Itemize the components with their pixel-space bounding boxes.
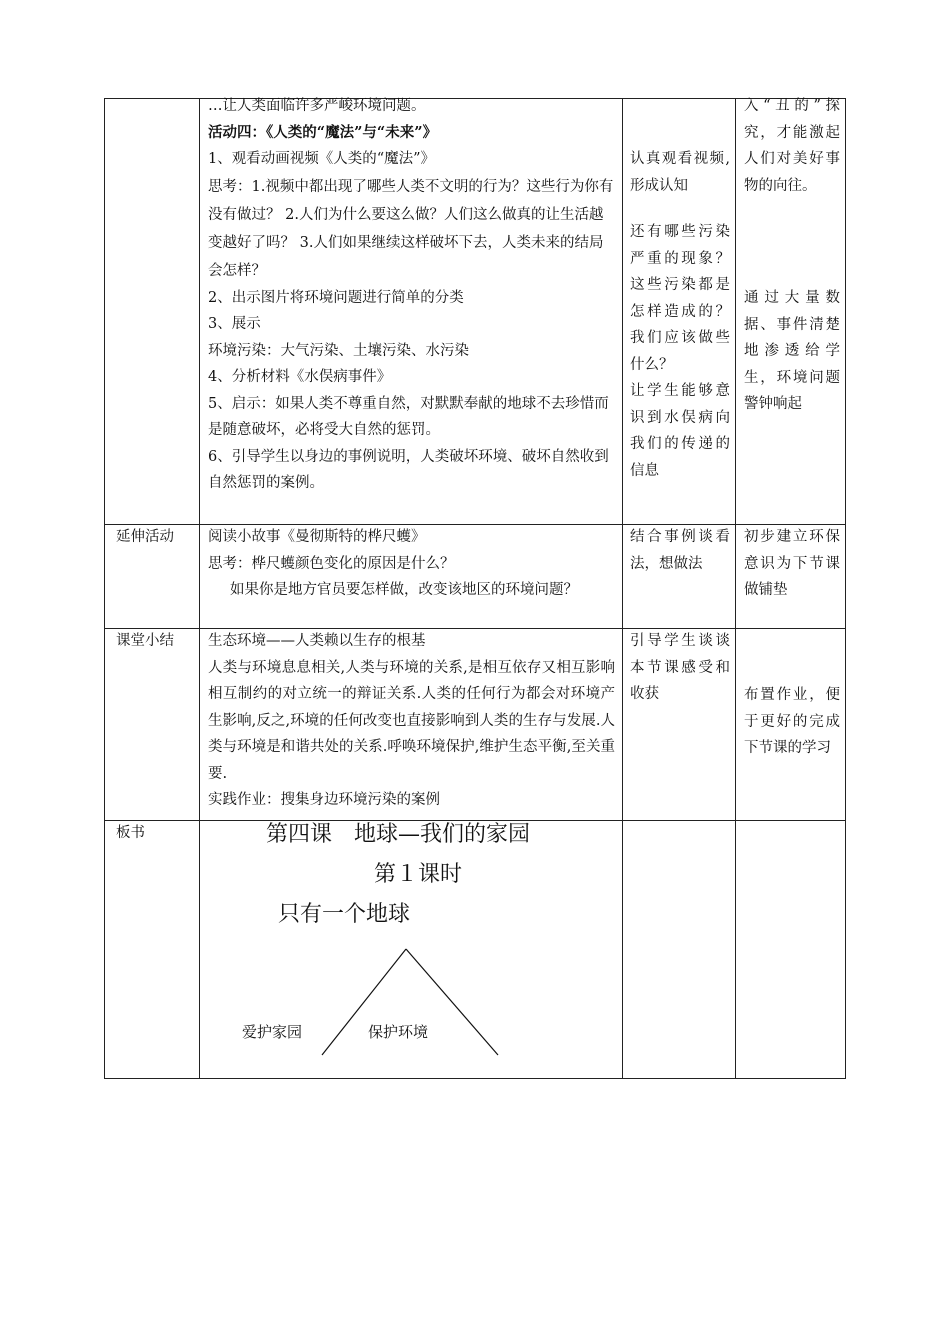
activity-text: 环境污染：大气污染、土壤污染、水污染 [208, 342, 469, 359]
column-divider [104, 98, 105, 1079]
student-activity-text: 让学生能够意识到水俣病向我们的传递的信息 [630, 383, 730, 479]
student-activity-text: 认真观看视频,形成认知 [630, 151, 730, 194]
row3-label: 课堂小结 [116, 633, 174, 649]
activity-text: 6、引导学生以身边的事例说明，人类破坏环境、破坏自然收到自然惩罚的案例。 [208, 448, 609, 491]
student-activity-text: 引导学生谈谈本节课感受和收获 [630, 633, 730, 702]
summary-text: 生态环境——人类赖以生存的根基 [208, 633, 426, 649]
student-activity-text: 还有哪些污染严重的现象？这些污染都是怎样造成的？我们应该做些什么？ [630, 224, 730, 373]
summary-text: 人类与环境息息相关,人类与环境的关系,是相互依存又相互影响相互制约的对立统一的辩证关系.人类的任何行为都会对环境产生影响,反之,环境的任何改变也直接影响到人类的生存与发展.人类与环境是和谐共处的关系.呼唤环境保护,维护生态平衡,至关重要. [208, 659, 615, 782]
row3-student-cell [630, 628, 730, 708]
activity-text: 思考：桦尺蠖颜色变化的原因是什么？ [208, 555, 455, 572]
board-heading: 只有一个地球 [278, 902, 411, 927]
activity-text: 2、出示图片将环境问题进行简单的分类 [208, 289, 464, 306]
row3-summary-cell [208, 628, 615, 814]
activity-text: 5、启示：如果人类不尊重自然，对默默奉献的地球不去珍惜而是随意破坏，必将受大自然的惩罚。 [208, 395, 609, 438]
column-divider [845, 98, 846, 1079]
activity-text: 3、展示 [208, 316, 261, 332]
column-divider [622, 98, 623, 1079]
row2-intent-cell [744, 524, 840, 604]
design-intent-text: 初步建立环保意识为下节课做铺垫 [744, 529, 840, 598]
board-subtitle: 第１课时 [374, 862, 463, 887]
summary-text: 实践作业：搜集身边环境污染的案例 [208, 792, 440, 808]
activity-text: 1、观看动画视频《人类的“魔法”》 [208, 151, 436, 167]
student-activity-text: 结合事例谈看法，想做法 [630, 529, 730, 572]
row2-activity-cell [208, 524, 615, 604]
activity-heading: 活动四：《人类的“魔法”与“未来”》 [208, 123, 438, 141]
design-intent-text: 通过大量数据、事件清楚地渗透给学生，环境问题警钟响起 [744, 290, 840, 412]
column-divider [199, 98, 200, 1079]
activity-text: 如果你是地方官员要怎样做，改变该地区的环境问题？ [230, 582, 578, 598]
board-right-label: 保护环境 [368, 1023, 429, 1041]
row1-student-cell [630, 146, 730, 484]
row2-label: 延伸活动 [116, 529, 174, 545]
activity-text: 阅读小故事《曼彻斯特的桦尺蠖》 [208, 529, 426, 545]
activity-text: 思考：1.视频中都出现了哪些人类不文明的行为？这些行为你有没有做过？ 2.人们为什么要这么做？人们这么做真的让生活越变越好了吗？ 3.人们如果继续这样破坏下去，人类未来的结局会怎样？ [208, 178, 614, 279]
row1-activity-cell [208, 93, 615, 497]
column-divider [735, 98, 736, 1079]
board-left-label: 爱护家园 [242, 1023, 303, 1041]
design-intent-text: 布置作业，便于更好的完成下节课的学习 [744, 687, 840, 756]
activity-text: 4、分析材料《水俣病事件》 [208, 369, 392, 385]
row3-intent-cell [744, 682, 840, 762]
row2-student-cell [630, 524, 730, 577]
row4-label: 板书 [116, 825, 145, 841]
activity-text: …让人类面临许多严峻环境问题。 [208, 98, 426, 114]
row1-intent-cell [744, 93, 840, 418]
design-intent-text: 入“丑的”探究，才能激起人们对美好事物的向往。 [744, 98, 840, 194]
board-title: 第四课 地球—我们的家园 [266, 822, 531, 847]
lesson-plan-table [104, 98, 846, 1079]
